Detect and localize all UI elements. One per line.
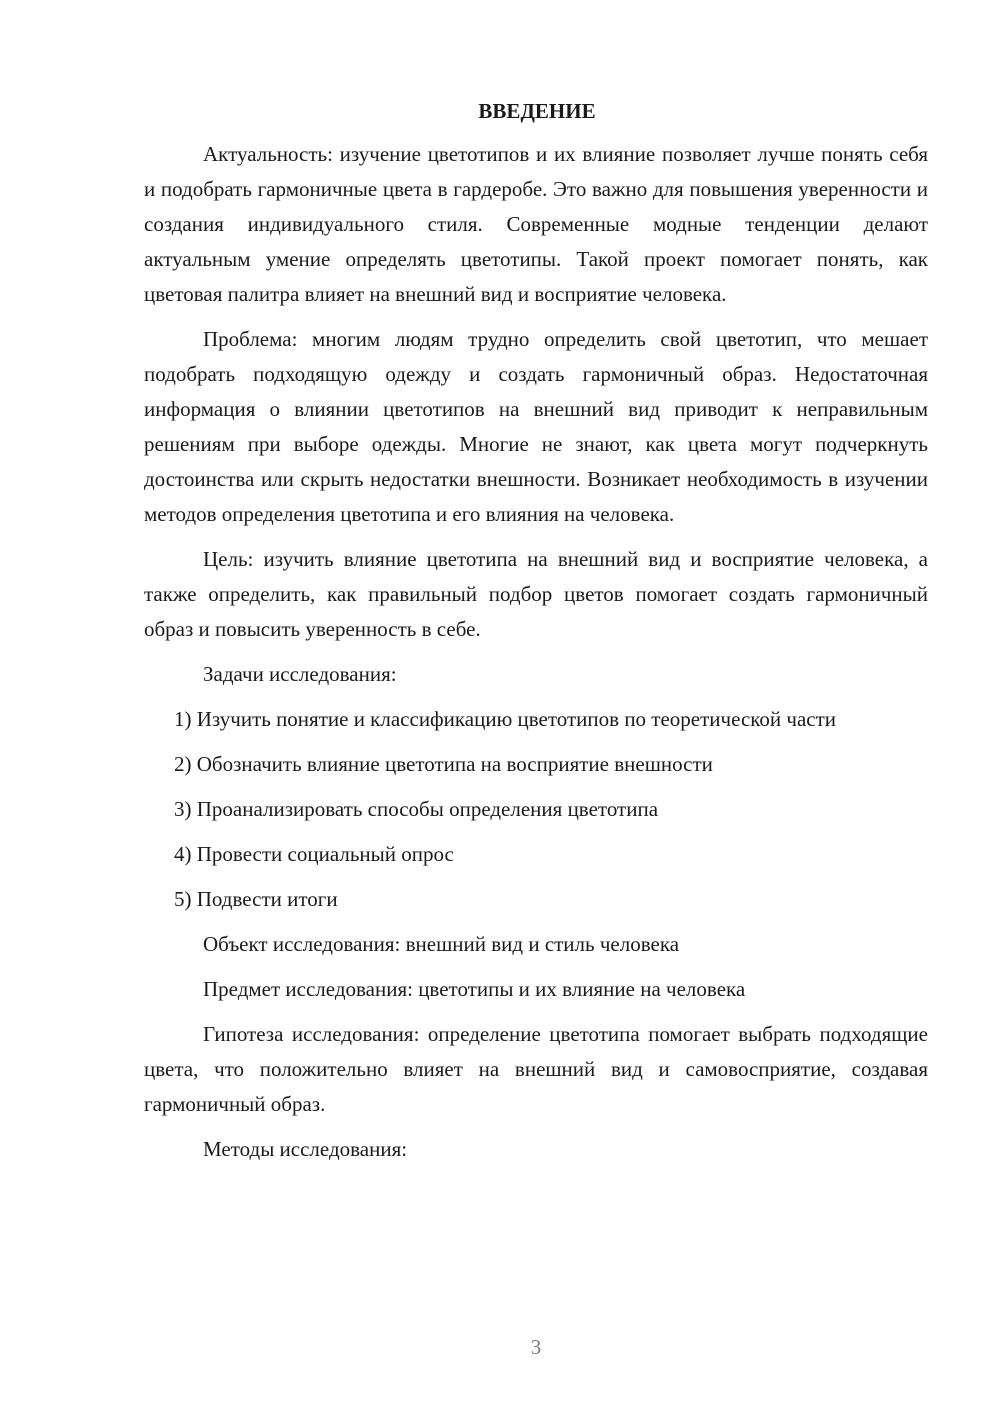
relevance-paragraph: Актуальность: изучение цветотипов и их влияние позволяет лучше понять себя и подобрать гармоничные цвета в гардеробе. Это важно для повышения уверенности и создания индивидуального стиля. Современные модные тенденции делают актуальным умение определять цветотипы. Такой проект помогает понять, как цветовая палитра влияет на внешний вид и восприятие человека. (144, 142, 928, 306)
tasks-list (144, 702, 928, 917)
tasks-heading: Задачи исследования: (203, 662, 397, 686)
task-item: 1) Изучить понятие и классификацию цветотипов по теоретической части (174, 707, 837, 731)
page-body (144, 94, 928, 1177)
task-item: 2) Обозначить влияние цветотипа на восприятие внешности (174, 752, 713, 776)
object-paragraph: Объект исследования: внешний вид и стиль человека (203, 932, 680, 956)
task-item: 5) Подвести итоги (174, 887, 338, 911)
subject-paragraph: Предмет исследования: цветотипы и их влияние на человека (203, 977, 746, 1001)
goal-paragraph: Цель: изучить влияние цветотипа на внешний вид и восприятие человека, а также определить, как правильный подбор цветов помогает создать гармоничный образ и повысить уверенность в себе. (144, 547, 928, 641)
methods-heading: Методы исследования: (203, 1137, 408, 1161)
section-title: ВВЕДЕНИЕ (478, 99, 596, 123)
problem-paragraph: Проблема: многим людям трудно определить свой цветотип, что мешает подобрать подходящую одежду и создать гармоничный образ. Недостаточная информация о влиянии цветотипов на внешний вид приводит к неправильным решениям при выборе одежды. Многие не знают, как цвета могут подчеркнуть достоинства или скрыть недостатки внешности. Возникает необходимость в изучении методов определения цветотипа и его влияния на человека. (144, 327, 928, 526)
page-number: 3 (530, 1335, 542, 1359)
task-item: 3) Проанализировать способы определения цветотипа (174, 797, 659, 821)
task-item: 4) Провести социальный опрос (174, 842, 454, 866)
hypothesis-paragraph: Гипотеза исследования: определение цветотипа помогает выбрать подходящие цвета, что положительно влияет на внешний вид и самовосприятие, создавая гармоничный образ. (144, 1022, 928, 1116)
